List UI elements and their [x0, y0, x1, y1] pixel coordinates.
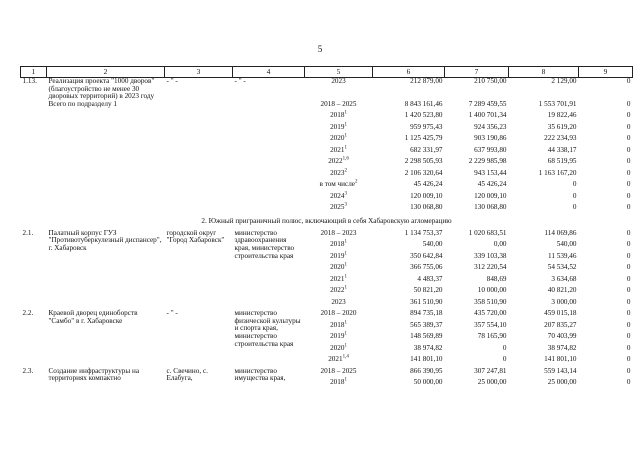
total-amount: 1 134 753,37	[404, 228, 443, 237]
period-label: 2023	[330, 168, 345, 177]
regional-amount: 68 519,95	[547, 157, 577, 166]
footnote-mark: 1	[344, 110, 347, 116]
total-amount: 148 569,89	[410, 332, 443, 341]
other-amount: 0	[626, 286, 631, 295]
regional-amount: 0	[572, 191, 577, 200]
total-amount: 959 975,43	[410, 122, 443, 131]
total-amount: 2 298 505,93	[404, 157, 443, 166]
item-name: Краевой дворец единоборств "Самбо" в г. Хабаровске	[48, 309, 138, 325]
item-responsible: министерство здравоохранения края, министерство строительства края	[234, 228, 295, 260]
period-label: 2018 – 2020	[320, 309, 357, 318]
item-number: 2.3.	[22, 366, 34, 375]
footnote-mark: 1	[344, 377, 347, 383]
other-amount: 0	[626, 274, 631, 283]
period-label: 2020	[330, 263, 345, 272]
footnote-mark: 1	[344, 262, 347, 268]
total-amount: 866 390,95	[410, 366, 443, 375]
period-label: 2021	[330, 145, 345, 154]
total-amount: 350 642,84	[410, 251, 443, 260]
federal-amount: 435 720,00	[474, 309, 507, 318]
item-name: Всего по подразделу 1	[48, 99, 117, 108]
total-amount: 540,00	[422, 240, 443, 249]
federal-amount: 924 356,23	[474, 122, 507, 131]
item-responsible	[233, 101, 305, 216]
item-number: 2.2.	[22, 309, 34, 318]
footnote-mark: 2	[354, 179, 358, 185]
header-cell: 5	[305, 67, 373, 78]
period-label: 2019	[330, 251, 345, 260]
federal-amount: 0	[502, 343, 507, 352]
other-amount: 0	[626, 263, 631, 272]
header-cell: 6	[373, 67, 445, 78]
item-number	[21, 101, 47, 216]
federal-amount: 0,00	[493, 240, 507, 249]
federal-amount: 10 000,00	[477, 286, 507, 295]
total-amount: 4 483,37	[417, 274, 443, 283]
federal-amount: 45 426,24	[477, 180, 507, 189]
footnote-mark: 1	[344, 251, 347, 257]
federal-amount: 943 153,44	[474, 168, 507, 177]
period-label: 2023	[331, 77, 346, 85]
period-label: 2018	[330, 111, 345, 120]
regional-amount: 559 143,14	[544, 366, 577, 375]
footnote-mark: 1	[344, 145, 347, 151]
total-amount: 361 510,90	[410, 297, 443, 306]
federal-amount: 307 247,81	[474, 366, 507, 375]
footnote-mark: 1	[344, 320, 347, 326]
header-cell: 3	[165, 67, 233, 78]
federal-amount: 210 750,00	[474, 77, 507, 85]
federal-amount: 848,69	[486, 274, 507, 283]
item-location: - " -	[166, 77, 178, 85]
item-responsible: министерство имущества края,	[234, 366, 286, 383]
period-cell	[305, 204, 373, 216]
table-row	[21, 310, 633, 322]
footnote-mark: 1	[344, 285, 347, 291]
regional-amount: 1 553 701,91	[538, 99, 577, 108]
other-amount: 0	[626, 378, 631, 387]
period-label: 2022	[328, 157, 343, 166]
period-label: 2023	[331, 297, 346, 306]
regional-amount: 3 000,00	[551, 297, 577, 306]
other-amount: 0	[626, 157, 631, 166]
federal-amount: 339 103,38	[474, 251, 507, 260]
regional-amount: 2 129,00	[551, 77, 577, 85]
item-location	[165, 101, 233, 216]
table-row	[21, 368, 633, 380]
total-amount: 565 389,37	[410, 320, 443, 329]
period-label: 2018 – 2025	[320, 366, 357, 375]
other-amount: 0	[626, 168, 631, 177]
footnote-mark: 1	[344, 239, 347, 245]
period-label: 2018	[330, 240, 345, 249]
total-amount: 50 000,00	[413, 378, 443, 387]
federal-amount: 358 510,90	[474, 297, 507, 306]
other-amount: 0	[626, 122, 631, 131]
regional-amount: 54 534,52	[547, 263, 577, 272]
regional-amount: 25 000,00	[547, 378, 577, 387]
regional-amount: 70 403,99	[547, 332, 577, 341]
item-number: 1.13.	[22, 77, 37, 85]
footnote-mark: 1,6	[342, 156, 349, 162]
total-amount: 38 974,82	[413, 343, 443, 352]
regional-amount: 0	[572, 180, 577, 189]
federal-amount: 7 289 459,55	[468, 99, 507, 108]
other-amount: 0	[626, 297, 631, 306]
total-amount: 894 735,18	[410, 309, 443, 318]
other-amount: 0	[626, 191, 631, 200]
regional-amount: 540,00	[556, 240, 577, 249]
other-amount: 0	[626, 99, 631, 108]
other-amount: 0	[626, 366, 631, 375]
footnote-mark: 1	[344, 133, 347, 139]
period-label: 2018	[330, 378, 345, 387]
item-responsible: - " -	[234, 77, 246, 85]
total-amount: 366 755,06	[410, 263, 443, 272]
federal-amount: 1 020 683,51	[468, 228, 507, 237]
item-location: с. Свечино, с. Елабуга,	[166, 366, 208, 383]
period-cell	[305, 379, 373, 391]
other-amount: 0	[626, 320, 631, 329]
footnote-mark: 3	[344, 191, 347, 197]
regional-amount: 114 069,86	[544, 228, 577, 237]
footnote-mark: 2	[344, 168, 347, 174]
footnote-mark: 1	[344, 274, 347, 280]
other-amount: 0	[626, 355, 631, 364]
regional-amount: 3 634,68	[551, 274, 577, 283]
federal-amount: 1 400 701,34	[468, 111, 507, 120]
item-name: Реализация проекта "1000 дворов" (благоустройство не менее 30 дворовых территорий) в 2023 году	[48, 77, 155, 101]
regional-amount: 11 539,46	[548, 251, 577, 260]
total-amount: 682 331,97	[410, 145, 443, 154]
total-amount: 50 821,20	[413, 286, 443, 295]
item-name: Создание инфраструктуры на территориях компактно	[48, 366, 140, 383]
regional-amount: 141 801,10	[544, 355, 577, 364]
total-amount: 2 106 320,64	[404, 168, 443, 177]
period-label: 2019	[330, 332, 345, 341]
regional-amount: 207 835,27	[544, 320, 577, 329]
federal-amount: 637 993,80	[474, 145, 507, 154]
federal-amount: 25 000,00	[477, 378, 507, 387]
item-location: - " -	[166, 309, 178, 318]
period-label: 2020	[330, 134, 345, 143]
footnote-mark: 1	[344, 122, 347, 128]
table-row	[21, 101, 633, 113]
footnote-mark: 3	[344, 202, 347, 208]
other-amount: 0	[626, 145, 631, 154]
federal-amount: 312 220,54	[474, 263, 507, 272]
federal-amount: 357 554,10	[474, 320, 507, 329]
federal-amount: 2 229 985,98	[468, 157, 507, 166]
other-amount: 0	[626, 180, 631, 189]
regional-amount: 40 821,20	[547, 286, 577, 295]
regional-amount: 19 822,46	[547, 111, 577, 120]
total-amount: 120 009,10	[410, 191, 443, 200]
period-label: 2021	[330, 274, 345, 283]
table-row	[21, 230, 633, 242]
period-label: 2021	[328, 355, 343, 364]
period-label: 2025	[330, 203, 345, 212]
regional-amount: 44 338,17	[547, 145, 577, 154]
regional-amount: 35 619,20	[547, 122, 577, 131]
period-label: 2018	[330, 320, 345, 329]
header-row	[21, 67, 633, 78]
total-amount: 45 426,24	[413, 180, 443, 189]
header-cell: 4	[233, 67, 305, 78]
footnote-mark: 1,4	[342, 354, 349, 360]
other-amount: 0	[626, 228, 631, 237]
other-amount: 0	[626, 251, 631, 260]
regional-amount: 38 974,82	[547, 343, 577, 352]
total-amount: 1 420 523,80	[404, 111, 443, 120]
other-amount: 0	[626, 343, 631, 352]
header-cell: 2	[47, 67, 165, 78]
period-cell	[305, 78, 373, 101]
budget-table	[20, 66, 633, 391]
regional-amount: 1 163 167,20	[538, 168, 577, 177]
other-amount: 0	[626, 203, 631, 212]
federal-amount: 0	[502, 355, 507, 364]
total-amount: 130 068,80	[410, 203, 443, 212]
regional-amount: 459 015,18	[544, 309, 577, 318]
period-label: в том числе	[319, 180, 355, 189]
period-label: 2018 – 2025	[320, 99, 357, 108]
other-amount: 0	[626, 77, 631, 85]
total-amount: 1 125 425,79	[404, 134, 443, 143]
period-label: 2019	[330, 122, 345, 131]
page-number: 5	[317, 44, 323, 54]
period-label: 2018 – 2023	[320, 228, 357, 237]
section-heading-row	[21, 216, 633, 230]
item-location: городской округ "Город Хабаровск"	[166, 228, 225, 245]
header-cell: 7	[445, 67, 509, 78]
item-number: 2.1.	[22, 228, 34, 237]
total-amount: 8 843 161,46	[404, 99, 443, 108]
federal-amount: 120 009,10	[474, 191, 507, 200]
header-cell: 9	[579, 67, 633, 78]
regional-amount: 222 234,93	[544, 134, 577, 143]
other-amount: 0	[626, 134, 631, 143]
header-cell: 8	[509, 67, 579, 78]
regional-amount: 0	[572, 203, 577, 212]
period-label: 2024	[330, 191, 345, 200]
section-heading: 2. Южный приграничный полюс, включающий в себя Хабаровскую агломерацию	[201, 216, 452, 225]
period-label: 2020	[330, 343, 345, 352]
footnote-mark: 1	[344, 343, 347, 349]
table-row	[21, 78, 633, 101]
total-amount: 212 879,00	[410, 77, 443, 85]
period-label: 2022	[330, 286, 345, 295]
footnote-mark: 1	[344, 331, 347, 337]
other-amount: 0	[626, 309, 631, 318]
header-cell: 1	[21, 67, 47, 78]
federal-amount: 903 190,86	[474, 134, 507, 143]
federal-amount: 130 068,80	[474, 203, 507, 212]
item-responsible: министерство физической культуры и спорта края, министерство строительства края	[234, 309, 301, 348]
other-amount: 0	[626, 111, 631, 120]
other-amount: 0	[626, 240, 631, 249]
other-amount: 0	[626, 332, 631, 341]
item-name: Палатный корпус ГУЗ "Противотуберкулезный диспансер", г. Хабаровск	[48, 228, 162, 252]
federal-amount: 78 165,90	[477, 332, 507, 341]
total-amount: 141 801,10	[410, 355, 443, 364]
